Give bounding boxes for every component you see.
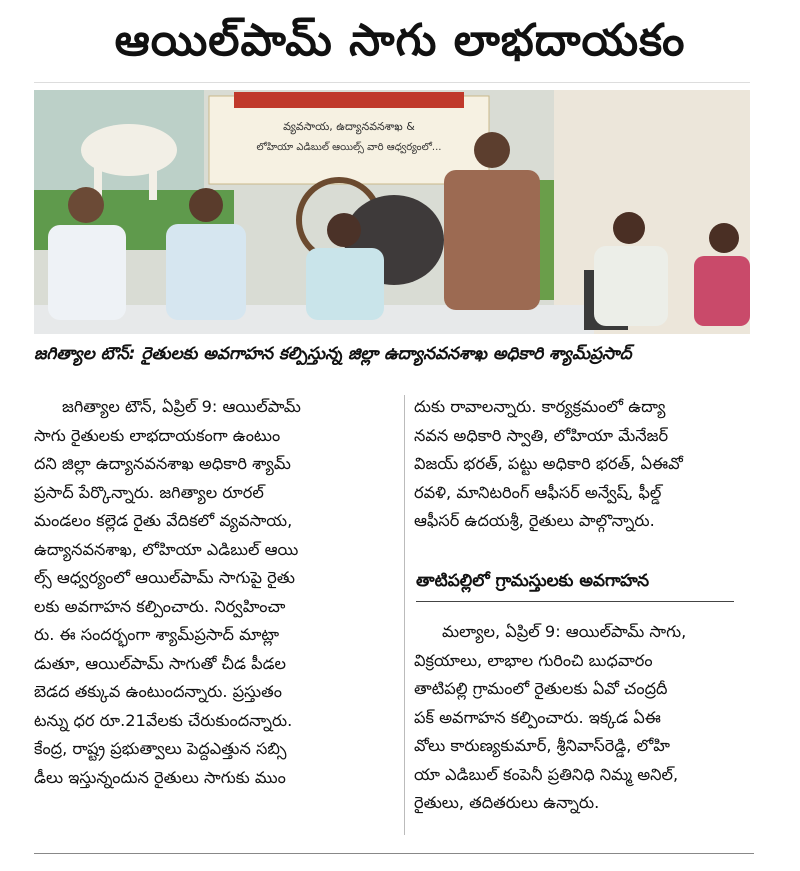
article-line: ఉద్యానవనశాఖ, లోహియా ఎడిబుల్ ఆయి <box>34 539 299 559</box>
article-line: సాగు రైతులకు లాభదాయకంగా ఉంటుం <box>34 425 281 445</box>
bottom-rule <box>34 853 754 854</box>
article-right-column <box>414 393 760 536</box>
subarticle-line: తాటిపల్లి గ్రామంలో రైతులకు ఏవో చంద్రదీ <box>414 679 668 698</box>
subarticle-line: వోలు కారుణ్యకుమార్, శ్రీనివాస్‌రెడ్డి, లోహి <box>414 736 670 755</box>
article-line: దని జిల్లా ఉద్యానవనశాఖ అధికారి శ్యామ్ <box>34 454 291 473</box>
news-photo <box>34 90 750 334</box>
article-line: ఆఫీసర్ ఉదయశ్రీ, రైతులు పాల్గొన్నారు. <box>414 511 655 530</box>
subarticle-line: రైతులు, తదితరులు ఉన్నారు. <box>414 793 600 812</box>
article-line: టన్ను ధర రూ.21వేలకు చేరుకుందన్నారు. <box>34 710 293 730</box>
headline-rule <box>34 82 750 83</box>
subarticle-column <box>414 618 760 818</box>
article-line: నవన అధికారి స్వాతి, లోహియా మేనేజర్ <box>414 425 669 445</box>
article-line: బెడద తక్కువ ఉంటుందన్నారు. ప్రస్తుతం <box>34 682 282 701</box>
banner-line-2: లోహియా ఎడిబుల్ ఆయిల్స్ వారి ఆధ్వర్యంలో... <box>256 142 442 153</box>
subarticle-line: పక్ అవగాహన కల్పించారు. ఇక్కడ ఏఈ <box>414 707 661 727</box>
article-line: డీలు ఇస్తున్నందున రైతులు సాగుకు ముం <box>34 767 286 787</box>
article-line: కేంద్ర, రాష్ట్ర ప్రభుత్వాలు పెద్దఎత్తున సబ్సి <box>34 739 287 758</box>
photo-illustration <box>34 90 750 334</box>
article-left-column <box>34 393 394 792</box>
subarticle-line: విక్రయాలు, లాభాల గురించి బుధవారం <box>414 650 653 670</box>
article-line: రు. ఈ సందర్భంగా శ్యామ్‌ప్రసాద్ మాట్లా <box>34 625 280 644</box>
article-line: జగిత్యాల టౌన్, ఏప్రిల్ 9: ఆయిల్‌పామ్ <box>62 397 301 416</box>
article-line: లకు అవగాహన కల్పించారు. నిర్వహించా <box>34 596 286 616</box>
subarticle-heading: తాటిపల్లిలో గ్రామస్తులకు అవగాహన <box>416 571 650 591</box>
headline: ఆయిల్‌పామ్ సాగు లాభదాయకం <box>114 15 686 66</box>
banner-line-1: వ్యవసాయ, ఉద్యానవనశాఖ & <box>283 120 415 133</box>
subarticle-rule <box>416 601 734 602</box>
article-line: రవళి, మానిటరింగ్ ఆఫీసర్ అన్వేష్, ఫీల్డ్ <box>414 482 662 502</box>
subarticle-line: యా ఎడిబుల్ కంపెనీ ప్రతినిధి నిమ్మ అనిల్, <box>414 764 679 784</box>
photo-caption: జగిత్యాల టౌన్: రైతులకు అవగాహన కల్పిస్తున్న జిల్లా ఉద్యానవనశాఖ అధికారి శ్యామ్‌ప్రసాద్ <box>34 344 632 364</box>
article-line: డుతూ, ఆయిల్‌పామ్ సాగుతో చీడ పీడల <box>34 653 287 673</box>
article-line: ల్స్ ఆధ్వర్యంలో ఆయిల్‌పామ్ సాగుపై రైతు <box>34 568 295 587</box>
article-line: మండలం కల్లెడ రైతు వేదికలో వ్యవసాయ, <box>34 511 293 530</box>
article-line: ప్రసాద్ పేర్కొన్నారు. జగిత్యాల రూరల్ <box>34 482 264 502</box>
article-line: దుకు రావాలన్నారు. కార్యక్రమంలో ఉద్యా <box>414 397 666 416</box>
subarticle-line: మల్యాల, ఏప్రిల్ 9: ఆయిల్‌పామ్ సాగు, <box>442 622 687 641</box>
article-line: విజయ్ భరత్, పట్టు అధికారి భరత్, ఏఈవో <box>414 454 683 473</box>
column-divider <box>404 395 405 835</box>
